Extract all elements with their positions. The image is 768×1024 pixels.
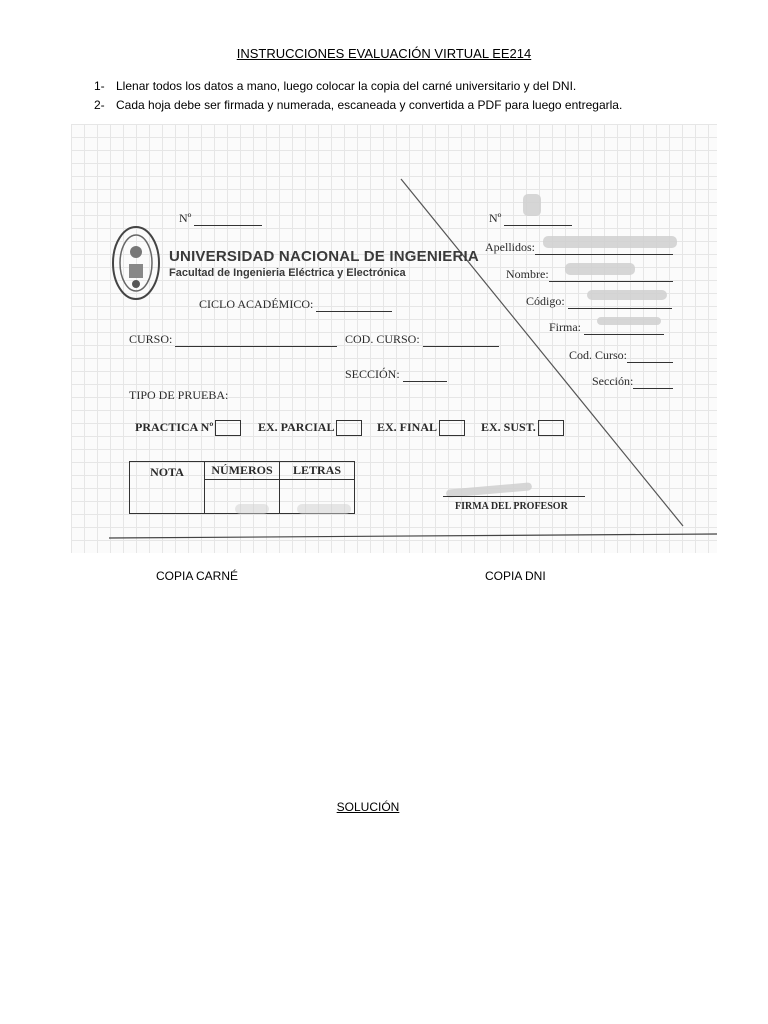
instruction-number: 1- [94, 79, 105, 93]
firma-profesor-label: FIRMA DEL PROFESOR [455, 501, 568, 512]
practica-checkbox: PRACTICA Nº [135, 420, 241, 436]
instruction-text: Cada hoja debe ser firmada y numerada, escaneada y convertida a PDF para luego entregarla. [116, 98, 623, 112]
curso-field: CURSO: [129, 332, 337, 347]
numeros-header: NÚMEROS [205, 462, 280, 480]
letras-header: LETRAS [280, 462, 355, 480]
instruction-number: 2- [94, 98, 105, 112]
handwritten-signature [597, 317, 661, 325]
ciclo-academico-field: CICLO ACADÉMICO: [199, 297, 392, 312]
handwritten-nombre [565, 263, 635, 275]
handwritten-codigo [587, 290, 667, 300]
instruction-item [94, 79, 576, 93]
form-number-field: Nº [179, 211, 262, 226]
copy-carne-label: COPIA CARNÉ [156, 569, 239, 583]
stub-apellidos-field: Apellidos: [485, 240, 673, 255]
ex-final-checkbox: EX. FINAL [377, 420, 465, 436]
university-seal-icon [111, 224, 161, 302]
instruction-text: Llenar todos los datos a mano, luego colocar la copia del carné universitario y del DNI. [116, 79, 577, 93]
ex-parcial-checkbox: EX. PARCIAL [258, 420, 362, 436]
stub-firma-field: Firma: [549, 320, 664, 335]
handwritten-grade-number [235, 504, 269, 514]
stub-cod-curso-field: Cod. Curso: [569, 348, 673, 363]
university-name: UNIVERSIDAD NACIONAL DE INGENIERIA [169, 248, 479, 265]
solution-heading: SOLUCIÓN [336, 800, 400, 814]
seccion-field: SECCIÓN: [345, 367, 447, 382]
ex-sust-checkbox: EX. SUST. [481, 420, 564, 436]
nota-header: NOTA [130, 462, 205, 514]
stub-seccion-field: Sección: [592, 374, 673, 389]
stub-nombre-field: Nombre: [506, 267, 673, 282]
tipo-prueba-label: TIPO DE PRUEBA: [129, 388, 229, 402]
stub-codigo-field: Código: [526, 294, 672, 309]
handwritten-apellidos [543, 236, 677, 248]
faculty-name: Facultad de Ingenieria Eléctrica y Electrónica [169, 267, 406, 279]
document-title: INSTRUCCIONES EVALUACIÓN VIRTUAL EE214 [236, 46, 532, 61]
handwritten-number [523, 194, 541, 216]
copy-dni-label: COPIA DNI [485, 569, 546, 583]
instruction-item [94, 98, 622, 112]
cod-curso-field: COD. CURSO: [345, 332, 499, 347]
handwritten-grade-letters [297, 504, 351, 514]
stub-number-field: Nº [489, 211, 572, 226]
scanned-exam-form [71, 124, 717, 553]
